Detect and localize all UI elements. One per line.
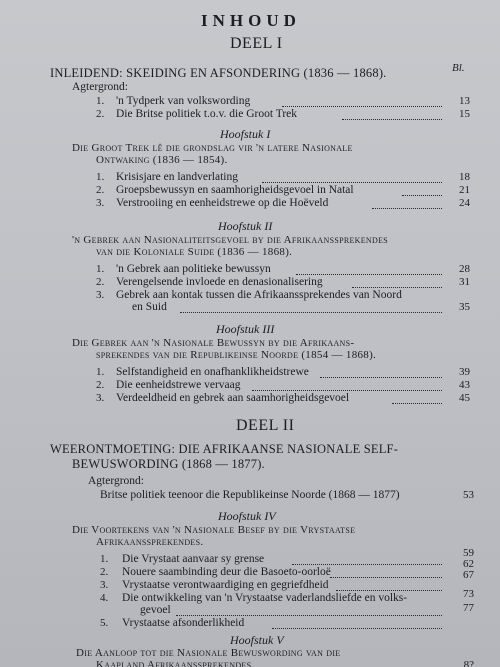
leader-dots: [372, 208, 442, 209]
leader-dots: [292, 564, 442, 565]
chapter-label: Hoofstuk V: [230, 633, 284, 647]
leader-dots: [262, 182, 442, 183]
entry-text: 'n Tydperk van volkswording: [116, 95, 251, 107]
entry-number: 3.: [96, 392, 105, 404]
entry-text: Selfstandigheid en onafhanklikheidstrewe: [116, 366, 309, 378]
entry-page: 43: [459, 379, 470, 391]
entry-text-continued: en Suid: [132, 301, 167, 313]
entry-number: 2.: [96, 379, 105, 391]
leader-dots: [272, 628, 442, 629]
entry-number: 2.: [96, 276, 105, 288]
entry-text: 'n Gebrek aan politieke bewussyn: [116, 263, 271, 275]
entry-number: 4.: [100, 592, 109, 604]
entry-number: 1.: [96, 95, 105, 107]
entry-text: Nouere saambinding deur die Basoeto-oorloë: [122, 566, 331, 578]
entry-text: Die Vrystaat aanvaar sy grense: [122, 553, 265, 565]
chapter-label: Hoofstuk III: [216, 322, 275, 336]
entry-page: 62: [463, 558, 474, 570]
chapter-label: Hoofstuk I: [220, 127, 271, 141]
entry-text-continued: gevoel: [140, 604, 171, 616]
part-heading-1: DEEL I: [230, 35, 283, 52]
part-2-title-line: WEERONTMOETING: DIE AFRIKAANSE NASIONALE SELF-: [50, 442, 399, 456]
entry-page: 13: [459, 95, 470, 107]
leader-dots: [296, 274, 442, 275]
entry-number: 5.: [100, 617, 109, 629]
entry-number: 3.: [96, 289, 105, 301]
chapter-label: Hoofstuk II: [218, 219, 273, 233]
entry-page: 35: [459, 301, 470, 313]
entry-page: 77: [463, 602, 474, 614]
entry-text: Verengelsende invloede en denasionalisering: [116, 276, 323, 288]
entry-text: Krisisjare en landverlating: [116, 171, 238, 183]
entry-page: 73: [463, 588, 474, 600]
page-title: INHOUD: [201, 11, 301, 30]
chapter-title-line: sprekendes van die Republikeinse Noorde (1854 — 1868).: [96, 349, 377, 361]
entry-text: Verdeeldheid en gebrek aan saamhorigheidsgevoel: [116, 392, 350, 404]
leader-dots: [352, 287, 442, 288]
entry-page: 28: [459, 263, 470, 275]
entry-page: 15: [459, 108, 470, 120]
entry-text: Verstrooiing en eenheidstrewe op die Hoëveld: [116, 197, 329, 209]
chapter-title-line: 'n Gebrek aan Nasionaliteitsgevoel by die Afrikaanssprekendes: [72, 234, 389, 246]
entry-text: Vrystaatse verontwaardiging en gegriefdheid: [122, 579, 329, 591]
entry-text: Die ontwikkeling van 'n Vrystaatse vaderlandsliefde en volks-: [122, 592, 408, 604]
chapter-title-line: Ontwaking (1836 — 1854).: [96, 154, 228, 166]
entry-number: 2.: [96, 184, 105, 196]
entry-text: Vrystaatse afsonderlikheid: [122, 617, 245, 629]
entry-number: 3.: [100, 579, 109, 591]
entry-page: 18: [459, 171, 470, 183]
chapter-title-line: Die Gebrek aan 'n Nasionale Bewussyn by die Afrikaans-: [72, 337, 355, 349]
entry-page: 24: [459, 197, 470, 209]
entry-page: 45: [459, 392, 470, 404]
leader-dots: [282, 106, 442, 107]
entry-page: 8?: [463, 659, 474, 667]
leader-dots: [330, 577, 442, 578]
entry-number: 1.: [96, 366, 105, 378]
entry-text: Gebrek aan kontak tussen die Afrikaanssprekendes van Noord: [116, 289, 402, 301]
entry-text: Britse politiek teenoor die Republikeinse Noorde (1868 — 1877): [100, 489, 400, 501]
entry-number: 2.: [96, 108, 105, 120]
entry-text: Die Britse politiek t.o.v. die Groot Trek: [116, 108, 298, 120]
chapter-title-line: Kaapland Afrikaanssprekendes.: [96, 659, 255, 667]
chapter-title-line: Die Voortekens van 'n Nasionale Besef by die Vrystaatse: [72, 524, 356, 536]
entry-page: 31: [459, 276, 470, 288]
entry-text: Groepsbewussyn en saamhorigheidsgevoel in Natal: [116, 184, 354, 196]
agtergrond-label: Agtergrond:: [72, 81, 129, 93]
entry-number: 1.: [96, 171, 105, 183]
entry-page: 39: [459, 366, 470, 378]
leader-dots: [392, 403, 442, 404]
leader-dots: [176, 615, 442, 616]
entry-number: 1.: [100, 553, 109, 565]
leader-dots: [320, 377, 442, 378]
agtergrond-label: Agtergrond:: [88, 475, 145, 487]
entry-number: 2.: [100, 566, 109, 578]
chapter-title-line: Die Aanloop tot die Nasionale Bewuswording van die: [76, 647, 341, 659]
entry-text: Die eenheidstrewe vervaag: [116, 379, 241, 391]
entry-page: 67: [463, 569, 474, 581]
entry-page: 59: [463, 547, 474, 559]
leader-dots: [402, 195, 442, 196]
part-2-title-line: BEWUSWORDING (1868 — 1877).: [72, 457, 265, 471]
entry-number: 1.: [96, 263, 105, 275]
chapter-title-line: Afrikaanssprekendes.: [96, 536, 204, 548]
chapter-title-line: Die Groot Trek lê die grondslag vir 'n latere Nasionale: [72, 142, 353, 154]
part-heading-2: DEEL II: [236, 417, 295, 434]
chapter-label: Hoofstuk IV: [218, 509, 276, 523]
leader-dots: [336, 590, 442, 591]
leader-dots: [342, 119, 442, 120]
leader-dots: [252, 390, 442, 391]
part-1-title: INLEIDEND: SKEIDING EN AFSONDERING (1836 — 1868).: [50, 66, 387, 80]
chapter-title-line: van die Koloniale Suide (1836 — 1868).: [96, 246, 293, 258]
entry-page: 53: [463, 489, 474, 501]
leader-dots: [180, 312, 442, 313]
entry-number: 3.: [96, 197, 105, 209]
page-column-label: Bl.: [452, 62, 465, 74]
entry-page: 21: [459, 184, 470, 196]
